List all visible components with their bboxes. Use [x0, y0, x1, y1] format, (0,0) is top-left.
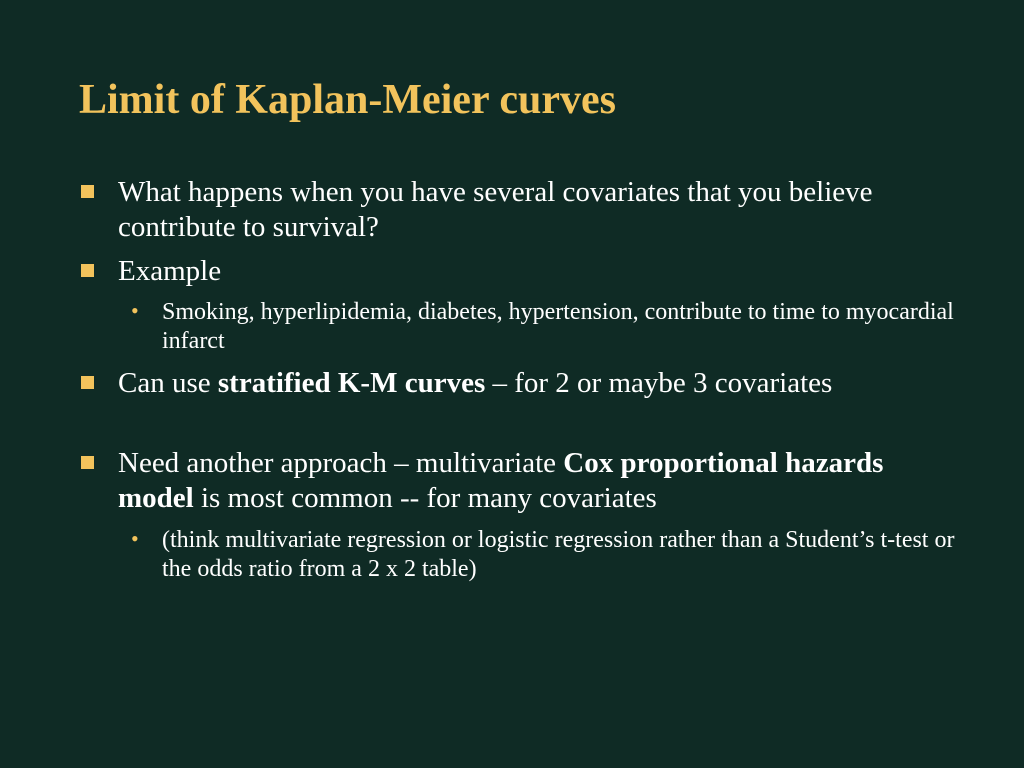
sub-bullet-text: Smoking, hyperlipidemia, diabetes, hypertension, contribute to time to myocardial infarct	[162, 299, 954, 354]
square-bullet-icon	[81, 264, 94, 277]
sub-bullet-regression-analogy	[131, 526, 962, 584]
square-bullet-icon	[81, 376, 94, 389]
bullet-covariates-question	[118, 175, 958, 245]
bullet-text: Example	[118, 255, 222, 287]
slide-title: Limit of Kaplan-Meier curves	[79, 77, 616, 123]
bullet-text-pre: Need another approach – multivariate	[118, 447, 564, 479]
bullet-text-pre: Can use	[118, 367, 218, 399]
bullet-example	[118, 254, 958, 289]
square-bullet-icon	[81, 185, 94, 198]
bullet-text-bold: stratified K-M curves	[217, 367, 486, 399]
bullet-text-post: – for 2 or maybe 3 covariates	[485, 367, 833, 399]
bullet-text-post: is most common -- for many covariates	[193, 482, 657, 514]
bullet-cox-model	[118, 446, 958, 516]
dot-bullet-icon: •	[131, 298, 139, 323]
dot-bullet-icon: •	[131, 526, 139, 551]
sub-bullet-example-risk-factors	[131, 298, 962, 356]
bullet-text-bold: Cox proportional hazards model	[118, 447, 884, 514]
bullet-text: What happens when you have several covariates that you believe contribute to survival?	[118, 176, 873, 243]
sub-bullet-text: (think multivariate regression or logistic regression rather than a Student’s t-test or the odds ratio from a 2 x 2 table)	[162, 527, 955, 582]
bullet-stratified-km	[118, 366, 958, 401]
square-bullet-icon	[81, 456, 94, 469]
